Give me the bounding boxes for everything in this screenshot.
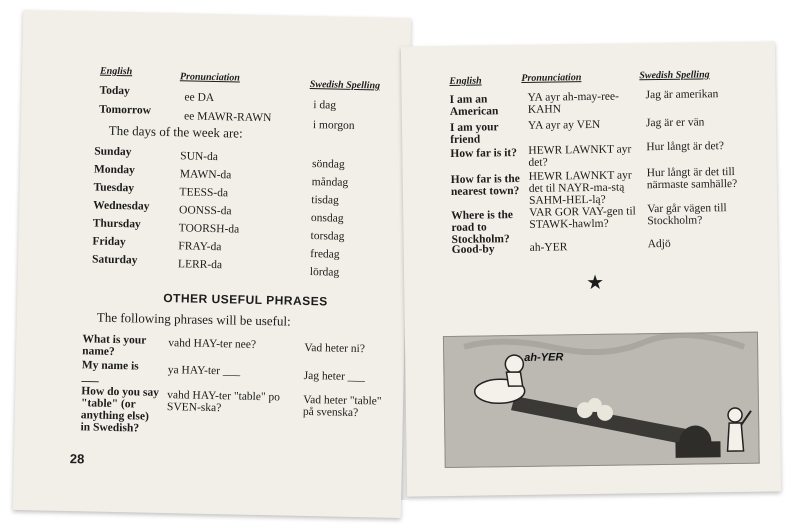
row-stockholm-english: Where is the road to Stockholm?: [451, 209, 514, 246]
header-english: English: [99, 65, 133, 78]
row-today-swedish: i dag: [313, 99, 337, 112]
row-howfar-swedish: Hur långt är det?: [646, 140, 724, 154]
day-tuesday-swedish: tisdag: [311, 194, 339, 207]
row-today-pron: ee DA: [184, 91, 215, 105]
header-pronunciation-right: Pronunciation: [521, 72, 582, 84]
row-goodby-pron: ah-YER: [529, 241, 568, 254]
phrase-1-swedish: Vad heter ni?: [304, 341, 366, 356]
phrase-1-pron: vahd HAY-ter nee?: [168, 337, 257, 351]
row-friend-english: I am your friend: [449, 121, 499, 146]
cannon-cartoon: [444, 333, 759, 467]
day-saturday-english: Saturday: [91, 253, 138, 267]
row-nearest-town-pron: HEWR LAWNKT ayr det til NAYR-ma-stą SAHM-HEL-lą?: [528, 169, 632, 207]
row-american-english: I am an American: [449, 93, 499, 118]
row-goodby-english: Good-by: [451, 243, 495, 256]
row-goodby-swedish: Adjö: [647, 237, 671, 251]
phrase-3-swedish: Vad heter "table" på svenska?: [302, 393, 382, 420]
phrase-3-pron: vahd HAY-ter "table" po SVEN-ska?: [166, 389, 281, 415]
row-stockholm-swedish: Var går vägen till Stockholm?: [647, 202, 727, 228]
row-tomorrow-swedish: i morgon: [312, 119, 355, 132]
section-title: OTHER USEFUL PHRASES: [163, 290, 328, 309]
left-page: [13, 10, 411, 518]
day-friday-pron: FRAY-da: [178, 240, 222, 254]
day-saturday-pron: LERR-da: [177, 258, 223, 272]
day-sunday-swedish: söndag: [311, 158, 345, 171]
phrase-2-pron: ya HAY-ter ___: [167, 364, 241, 378]
row-nearest-town-english: How far is the nearest town?: [450, 172, 520, 198]
header-swedish-right: Swedish Spelling: [639, 69, 710, 82]
day-thursday-pron: TOORSH-da: [178, 222, 240, 236]
row-american-swedish: Jag är amerikan: [645, 88, 719, 102]
day-saturday-swedish: lördag: [309, 266, 340, 279]
header-english-right: English: [449, 75, 482, 87]
day-sunday-english: Sunday: [94, 145, 132, 159]
row-today-english: Today: [99, 84, 130, 98]
days-intro: The days of the week are:: [108, 122, 243, 141]
day-thursday-english: Thursday: [92, 217, 141, 231]
phrase-3-english: How do you say "table" (or anything else) in Swedish?: [80, 385, 160, 435]
day-wednesday-swedish: onsdag: [310, 212, 344, 225]
row-friend-swedish: Jag är er vän: [645, 116, 705, 130]
cartoon-illustration: [443, 332, 760, 468]
row-howfar-pron: HEWR LAWNKT ayr det?: [528, 143, 632, 169]
day-monday-pron: MAWN-da: [179, 168, 232, 182]
star-icon: ★: [586, 271, 605, 295]
day-monday-english: Monday: [93, 163, 135, 177]
day-thursday-swedish: torsdag: [310, 230, 345, 243]
header-pronunciation: Pronunciation: [179, 71, 241, 84]
phrases-intro: The following phrases will be useful:: [96, 309, 291, 329]
day-tuesday-pron: TEESS-da: [179, 186, 229, 200]
day-friday-swedish: fredag: [310, 248, 340, 261]
day-sunday-pron: SUN-da: [180, 150, 219, 164]
day-tuesday-english: Tuesday: [93, 181, 135, 195]
phrase-2-english: My name is ___: [81, 359, 139, 384]
day-wednesday-pron: OONSS-da: [178, 204, 232, 218]
row-friend-pron: YA ayr ay VEN: [527, 118, 601, 132]
header-swedish: Swedish Spelling: [309, 79, 381, 92]
right-page: [401, 41, 781, 496]
row-american-pron: YA ayr ah-may-ree-KAHN: [527, 90, 620, 116]
row-tomorrow-pron: ee MAWR-RAWN: [183, 110, 272, 125]
row-nearest-town-swedish: Hur långt är det till närmaste samhälle?: [646, 165, 738, 192]
cartoon-caption: ah-YER: [524, 351, 564, 364]
day-monday-swedish: måndag: [311, 176, 349, 189]
day-friday-english: Friday: [92, 235, 126, 249]
phrase-2-swedish: Jag heter ___: [303, 369, 366, 384]
phrase-1-english: What is your name?: [82, 333, 147, 358]
row-tomorrow-english: Tomorrow: [99, 103, 152, 117]
page-number: 28: [69, 451, 85, 467]
row-stockholm-pron: VAR GOR VAY-gen til STAWK-hawlm?: [529, 205, 636, 231]
row-howfar-english: How far is it?: [450, 147, 518, 160]
day-wednesday-english: Wednesday: [93, 199, 150, 213]
